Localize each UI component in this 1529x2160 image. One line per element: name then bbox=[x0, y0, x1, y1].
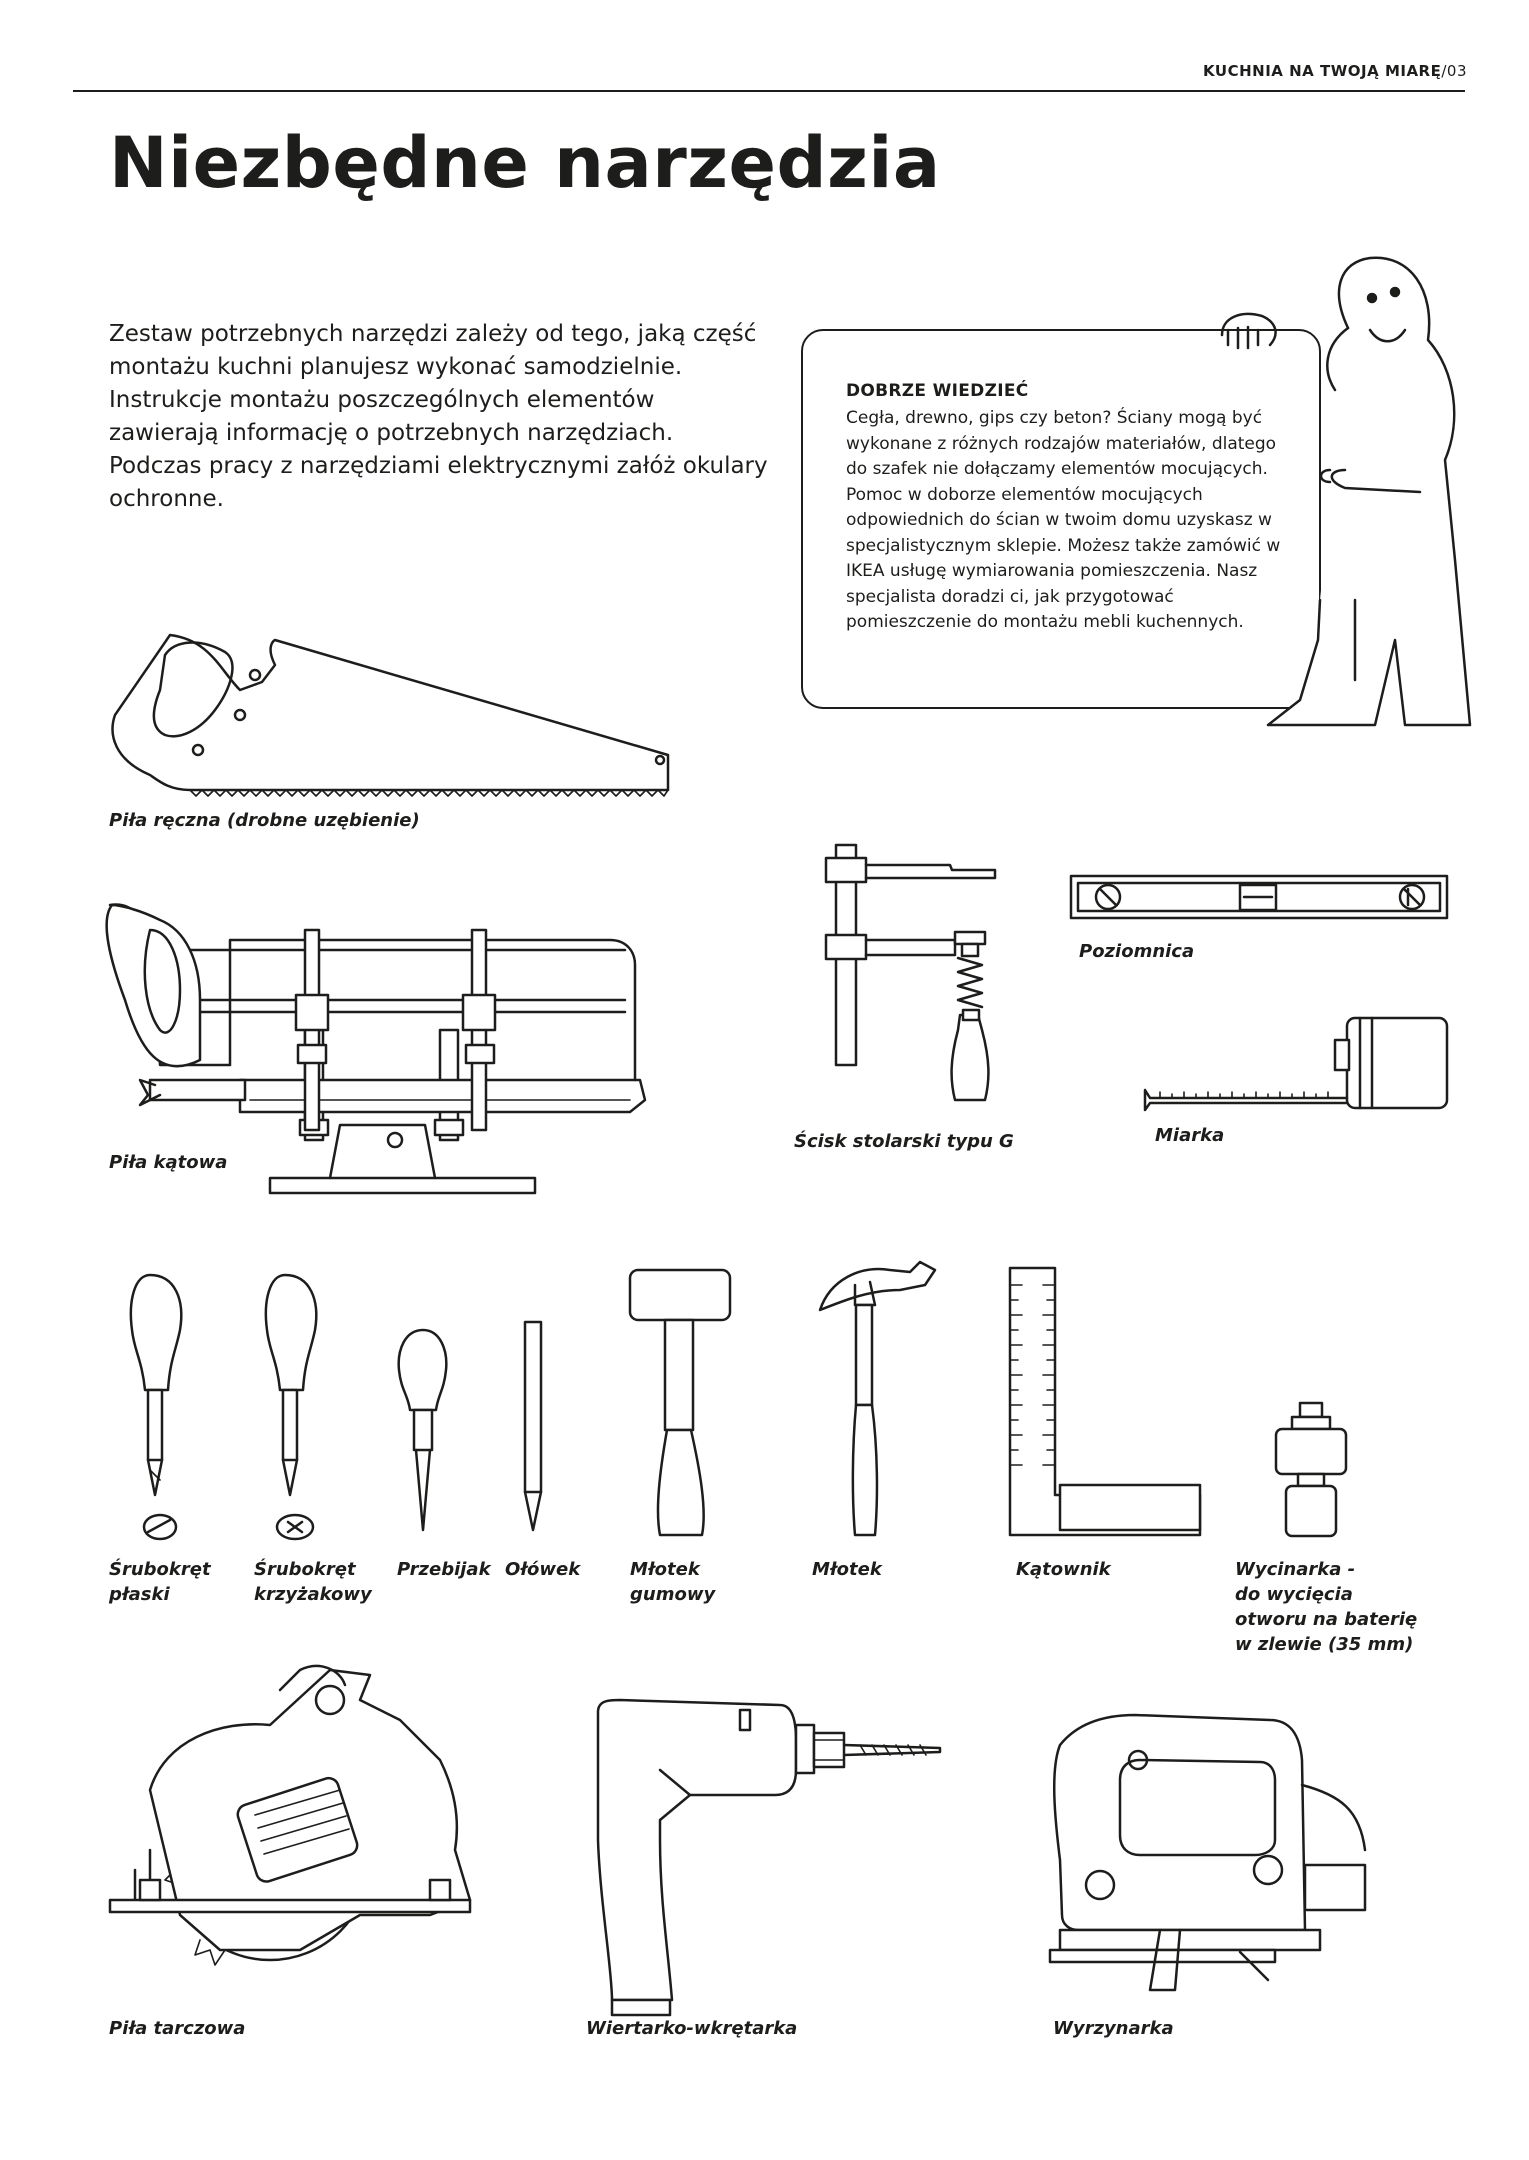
spirit-level-illustration bbox=[1071, 876, 1447, 918]
caption-mallet-line2: gumowy bbox=[630, 1584, 716, 1605]
caption-g-clamp: Ścisk stolarski typu G bbox=[794, 1131, 1014, 1152]
caption-cross-screwdriver-line1: Śrubokręt bbox=[254, 1559, 356, 1580]
tape-measure-illustration bbox=[1145, 1018, 1447, 1110]
caption-mallet-line1: Młotek bbox=[630, 1559, 700, 1580]
tip-title: DOBRZE WIEDZIEĆ bbox=[846, 381, 1029, 401]
caption-mallet bbox=[630, 1557, 715, 1607]
awl-illustration bbox=[399, 1330, 447, 1530]
intro-paragraph: Zestaw potrzebnych narzędzi zależy od tego, jaką część montażu kuchni planujesz wykonać samodzielnie. Instrukcje montażu poszczególnych elementów zawierają informację o potrzebnych narzędziach. Podczas pracy z narzędziami elektrycznymi załóż okulary ochronne. bbox=[109, 321, 768, 512]
cross-screwdriver-illustration bbox=[266, 1275, 316, 1539]
caption-pencil: Ołówek bbox=[505, 1559, 581, 1580]
drill-illustration bbox=[598, 1700, 940, 2015]
caption-jigsaw: Wyrzynarka bbox=[1053, 2018, 1174, 2039]
try-square-illustration bbox=[1010, 1268, 1200, 1535]
ikea-figure-illustration bbox=[1222, 258, 1470, 725]
g-clamp-illustration bbox=[826, 845, 995, 1100]
hole-cutter-illustration bbox=[1276, 1403, 1346, 1536]
caption-cross-screwdriver-line2: krzyżakowy bbox=[254, 1584, 372, 1605]
caption-flat-screwdriver bbox=[109, 1557, 211, 1607]
hammer-illustration bbox=[820, 1262, 935, 1535]
caption-circular-saw: Piła tarczowa bbox=[109, 2018, 246, 2039]
caption-level: Poziomnica bbox=[1079, 941, 1195, 962]
caption-hand-saw: Piła ręczna (drobne uzębienie) bbox=[109, 810, 420, 831]
caption-hole-cutter bbox=[1235, 1557, 1417, 1657]
caption-cross-screwdriver bbox=[254, 1557, 372, 1607]
caption-drill: Wiertarko-wkrętarka bbox=[586, 2018, 798, 2039]
circular-saw-illustration bbox=[110, 1666, 470, 1965]
caption-hole-cutter-line2: do wycięcia bbox=[1235, 1584, 1353, 1605]
jigsaw-illustration bbox=[1050, 1715, 1365, 1990]
section-title: KUCHNIA NA TWOJĄ MIARĘ bbox=[1203, 62, 1442, 80]
caption-square: Kątownik bbox=[1016, 1559, 1111, 1580]
caption-awl: Przebijak bbox=[397, 1559, 491, 1580]
page-title: Niezbędne narzędzia bbox=[109, 122, 941, 204]
flat-screwdriver-illustration bbox=[131, 1275, 181, 1539]
caption-hammer: Młotek bbox=[812, 1559, 882, 1580]
page-number: /03 bbox=[1441, 62, 1467, 80]
pencil-illustration bbox=[525, 1322, 541, 1530]
caption-flat-screwdriver-line2: płaski bbox=[109, 1584, 170, 1605]
caption-hole-cutter-line1: Wycinarka - bbox=[1235, 1559, 1356, 1580]
mallet-illustration bbox=[630, 1270, 730, 1535]
hand-saw-illustration bbox=[113, 635, 668, 796]
caption-hole-cutter-line4: w zlewie (35 mm) bbox=[1235, 1634, 1414, 1655]
tip-body: Cegła, drewno, gips czy beton? Ściany mogą być wykonane z różnych rodzajów materiałów, dlatego do szafek nie dołączamy elementów mocujących. Pomoc w doborze elementów mocujących odpowiednich do ścian w twoim domu uzyskasz w specjalistycznym sklepie. Możesz także zamówić w IKEA usługę wymiarowania pomieszczenia. Nasz specjalista doradzi ci, jak przygotować pomieszczenie do montażu mebli kuchennych. bbox=[846, 408, 1281, 632]
caption-tape: Miarka bbox=[1155, 1125, 1225, 1146]
caption-miter-saw: Piła kątowa bbox=[109, 1152, 228, 1173]
caption-hole-cutter-line3: otworu na baterię bbox=[1235, 1609, 1418, 1630]
caption-flat-screwdriver-line1: Śrubokręt bbox=[109, 1559, 211, 1580]
